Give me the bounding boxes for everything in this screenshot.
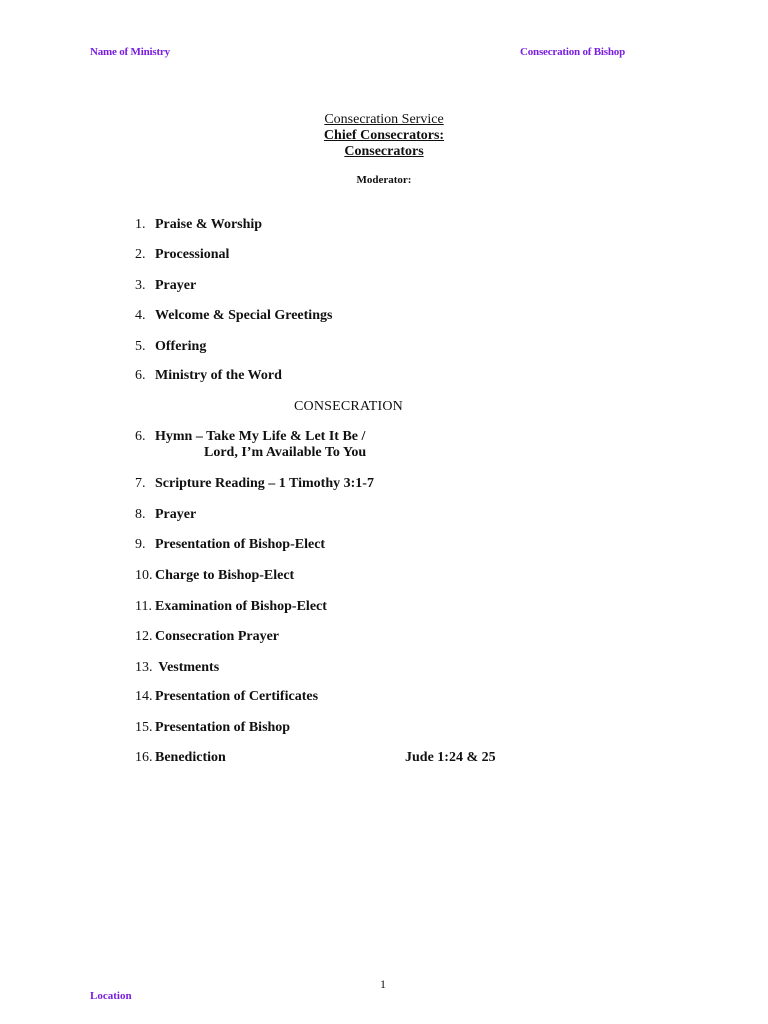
program-item: [135, 507, 196, 523]
item-text: Charge to Bishop-Elect: [155, 568, 295, 583]
scripture-reference: Jude 1:24 & 25: [405, 750, 496, 765]
item-text: Vestments: [155, 660, 220, 675]
program-item: [135, 247, 229, 263]
header-ministry-name: Name of Ministry: [90, 46, 170, 58]
item-number: 11.: [135, 599, 152, 614]
item-text: Presentation of Bishop-Elect: [155, 537, 326, 552]
item-number: 10.: [135, 568, 153, 583]
chief-consecrators-label: Chief Consecrators:: [323, 128, 445, 143]
item-number: 13.: [135, 660, 153, 675]
program-item: [135, 629, 279, 645]
header-document-title: Consecration of Bishop: [520, 46, 625, 58]
item-number: 6.: [135, 429, 146, 444]
item-text: Ministry of the Word: [155, 368, 282, 383]
program-item: [135, 537, 325, 553]
item-number: 2.: [135, 247, 146, 262]
program-item: [135, 599, 327, 615]
item-number: 16.: [135, 750, 153, 765]
program-item: [135, 339, 206, 355]
item-text: Welcome & Special Greetings: [155, 308, 333, 323]
item-number: 7.: [135, 476, 146, 491]
program-item: [135, 429, 366, 461]
moderator-label: Moderator:: [356, 174, 412, 186]
item-text: Benediction: [155, 750, 226, 765]
item-text: Prayer: [155, 507, 197, 522]
program-item: [135, 720, 290, 736]
item-number: 4.: [135, 308, 146, 323]
item-number: 14.: [135, 689, 153, 704]
program-item: [135, 750, 496, 766]
item-text: Examination of Bishop-Elect: [155, 599, 327, 614]
program-item: [135, 660, 219, 676]
item-text: Processional: [155, 247, 230, 262]
item-number: 15.: [135, 720, 153, 735]
item-number: 12.: [135, 629, 153, 644]
title-block: [0, 112, 768, 160]
item-text: Offering: [155, 339, 207, 354]
section-heading-consecration: CONSECRATION: [294, 399, 403, 414]
item-text: Consecration Prayer: [155, 629, 280, 644]
program-item: [135, 689, 318, 705]
item-number: 5.: [135, 339, 146, 354]
program-item: [135, 278, 196, 294]
item-text: Scripture Reading – 1 Timothy 3:1-7: [155, 476, 374, 491]
item-number: 6.: [135, 368, 146, 383]
item-text: Hymn – Take My Life & Let It Be /: [155, 429, 366, 444]
item-number: 9.: [135, 537, 146, 552]
item-number: 3.: [135, 278, 146, 293]
item-number: 1.: [135, 217, 146, 232]
program-item: [135, 217, 262, 233]
item-text: Presentation of Certificates: [155, 689, 319, 704]
item-number: 8.: [135, 507, 146, 522]
item-text: Praise & Worship: [155, 217, 263, 232]
item-text-continued: Lord, I’m Available To You: [204, 445, 367, 460]
footer-location: Location: [90, 990, 132, 1002]
program-item: [135, 476, 374, 492]
program-item: [135, 368, 282, 384]
program-item: [135, 308, 332, 324]
program-item: [135, 568, 294, 584]
item-text: Prayer: [155, 278, 197, 293]
service-title: Consecration Service: [324, 112, 444, 127]
item-text: Presentation of Bishop: [155, 720, 291, 735]
consecrators-label: Consecrators: [344, 144, 424, 159]
page-number: 1: [380, 977, 386, 991]
